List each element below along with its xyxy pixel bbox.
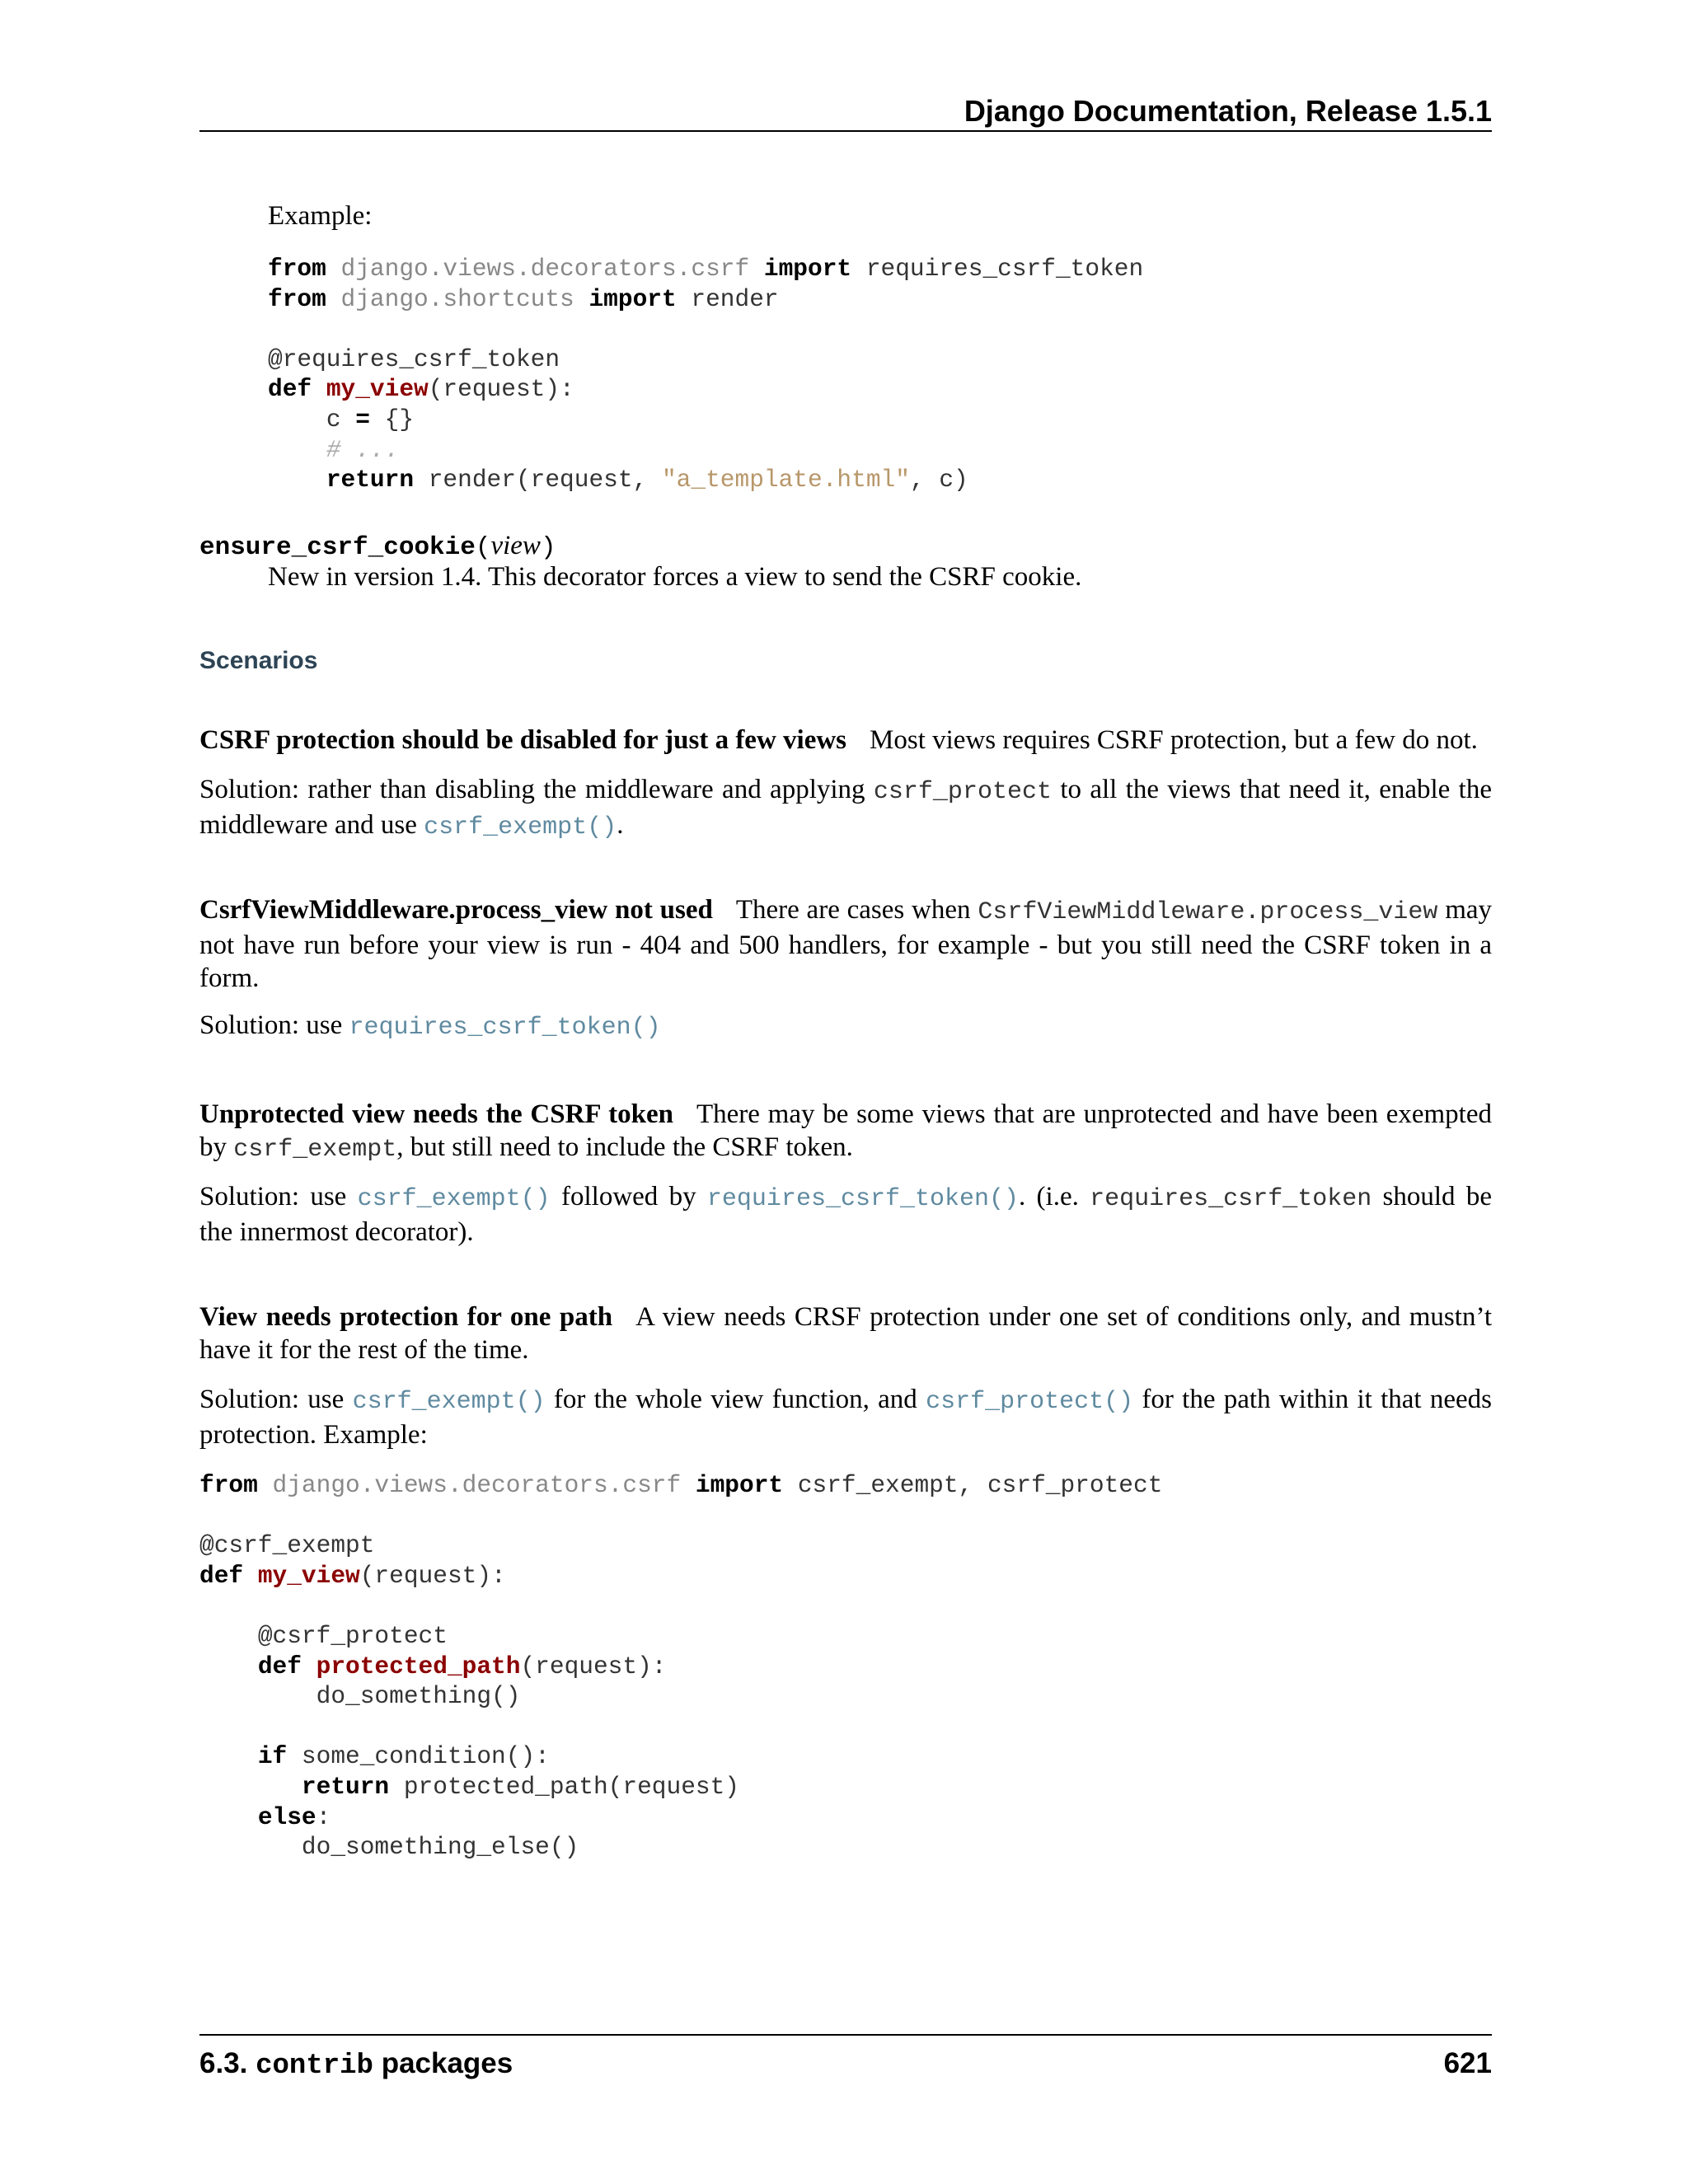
keyword: if xyxy=(257,1742,288,1771)
scenario-text: A view needs CRSF protection under one set of conditions only, and mustn’t have it for the rest of the time. xyxy=(199,1302,1493,1365)
footer-section xyxy=(199,2044,513,2086)
function-signature xyxy=(199,529,556,565)
call: do_something_else() xyxy=(301,1833,579,1862)
scenario-term: CsrfViewMiddleware.process_view not used xyxy=(199,895,713,925)
xref-link[interactable]: csrf_exempt() xyxy=(352,1388,546,1416)
colon: : xyxy=(316,1802,331,1831)
solution-text: . (i.e. xyxy=(1018,1182,1090,1212)
scenario-solution xyxy=(199,773,1492,844)
decorator: @csrf_exempt xyxy=(199,1531,375,1560)
signature-description: New in version 1.4. This decorator forces a view to send the CSRF cookie. xyxy=(268,562,1082,592)
solution-text: followed by xyxy=(550,1182,707,1212)
scenario-paragraph xyxy=(199,1301,1492,1366)
keyword: return xyxy=(301,1772,390,1801)
solution-text: Solution: use xyxy=(199,1182,358,1212)
scenario-text: There may be some views that are unprotected and have been exempted by xyxy=(199,1099,1492,1162)
solution-text: to all the views that need it, enable the middleware and use xyxy=(199,775,1492,840)
function-args: (request): xyxy=(359,1561,506,1590)
scenario-paragraph xyxy=(199,724,1492,757)
running-footer xyxy=(199,2034,1492,2086)
import-names: csrf_exempt, csrf_protect xyxy=(797,1471,1163,1499)
solution-text: Solution: use xyxy=(199,1385,353,1414)
inline-literal: csrf_exempt xyxy=(233,1136,397,1164)
function-name: protected_path xyxy=(316,1652,521,1680)
keyword: def xyxy=(257,1652,302,1680)
signature-paren: ) xyxy=(540,533,556,562)
string-literal: "a_template.html" xyxy=(661,466,910,494)
keyword: return xyxy=(326,466,415,494)
keyword: from xyxy=(199,1471,258,1499)
function-name: my_view xyxy=(326,375,429,404)
xref-link[interactable]: csrf_exempt() xyxy=(424,813,617,841)
code-block-requires-csrf-token xyxy=(268,254,1143,495)
scenario-text: , but still need to include the CSRF token. xyxy=(396,1132,853,1162)
comment: # ... xyxy=(326,435,400,464)
scenario-text: may not have run before your view is run - 404 and 500 handlers, for example - but you still need the CSRF token in a form. xyxy=(199,895,1493,993)
keyword: import xyxy=(763,255,852,283)
solution-text: should be the innermost decorator). xyxy=(199,1182,1492,1247)
example-label: Example: xyxy=(268,201,373,231)
keyword: import xyxy=(588,284,677,313)
solution-text: for the whole view function, and xyxy=(545,1385,926,1414)
decorator: @csrf_protect xyxy=(257,1621,448,1650)
solution-text: . xyxy=(617,810,624,840)
scenario-solution xyxy=(199,1009,1492,1044)
xref-link[interactable]: csrf_exempt() xyxy=(357,1185,551,1213)
solution-text: for the path within it that needs protection. Example: xyxy=(199,1385,1492,1450)
keyword: else xyxy=(257,1802,316,1831)
solution-text: Solution: rather than disabling the middleware and applying xyxy=(199,775,874,804)
running-header xyxy=(199,92,1492,132)
inline-literal: csrf_protect xyxy=(873,778,1052,806)
call: protected_path(request) xyxy=(403,1772,740,1801)
scenario-text: Most views requires CSRF protection, but a few do not. xyxy=(870,725,1478,755)
decorator: @requires_csrf_token xyxy=(268,344,560,373)
scenario-solution xyxy=(199,1383,1492,1451)
scenario-term: View needs protection for one path xyxy=(199,1302,613,1332)
operator: = xyxy=(355,405,370,434)
module-name: django.shortcuts xyxy=(340,284,574,313)
inline-literal: CsrfViewMiddleware.process_view xyxy=(978,898,1438,926)
solution-text: Solution: use xyxy=(199,1010,349,1040)
import-name: render xyxy=(691,284,779,313)
keyword: def xyxy=(199,1561,244,1590)
condition: some_condition(): xyxy=(301,1742,550,1771)
scenario-term: CSRF protection should be disabled for just a few views xyxy=(199,725,847,755)
header-title: Django Documentation, Release 1.5.1 xyxy=(964,94,1492,128)
module-name: django.views.decorators.csrf xyxy=(340,255,750,283)
call-end: , c) xyxy=(909,466,968,494)
keyword: def xyxy=(268,375,312,404)
section-mono: contrib xyxy=(256,2050,373,2082)
xref-link[interactable]: requires_csrf_token() xyxy=(349,1014,661,1042)
variable: c xyxy=(326,405,341,434)
function-name: my_view xyxy=(257,1561,360,1590)
scenario-paragraph xyxy=(199,1098,1492,1166)
code-block-csrf-protect-path xyxy=(199,1470,1162,1863)
module-name: django.views.decorators.csrf xyxy=(272,1471,682,1499)
section-word: packages xyxy=(381,2047,513,2079)
scenario-solution xyxy=(199,1180,1492,1249)
signature-arg: view xyxy=(490,531,541,560)
import-name: requires_csrf_token xyxy=(865,255,1144,283)
call: render(request, xyxy=(428,466,662,494)
scenario-text: There are cases when xyxy=(735,895,978,925)
keyword: import xyxy=(695,1471,784,1499)
section-heading-scenarios: Scenarios xyxy=(199,647,318,674)
xref-link[interactable]: requires_csrf_token() xyxy=(706,1185,1019,1213)
keyword: from xyxy=(268,284,326,313)
section-number: 6.3. xyxy=(199,2047,248,2079)
signature-name: ensure_csrf_cookie xyxy=(199,533,476,562)
function-args: (request): xyxy=(428,375,574,404)
page-number: 621 xyxy=(1443,2047,1492,2079)
function-args: (request): xyxy=(520,1652,667,1680)
keyword: from xyxy=(268,255,326,283)
inline-literal: requires_csrf_token xyxy=(1090,1185,1372,1213)
xref-link[interactable]: csrf_protect() xyxy=(926,1388,1134,1416)
value: {} xyxy=(384,405,415,434)
call: do_something() xyxy=(316,1682,521,1711)
scenario-term: Unprotected view needs the CSRF token xyxy=(199,1099,673,1129)
signature-paren: ( xyxy=(475,533,491,562)
scenario-paragraph xyxy=(199,893,1492,995)
